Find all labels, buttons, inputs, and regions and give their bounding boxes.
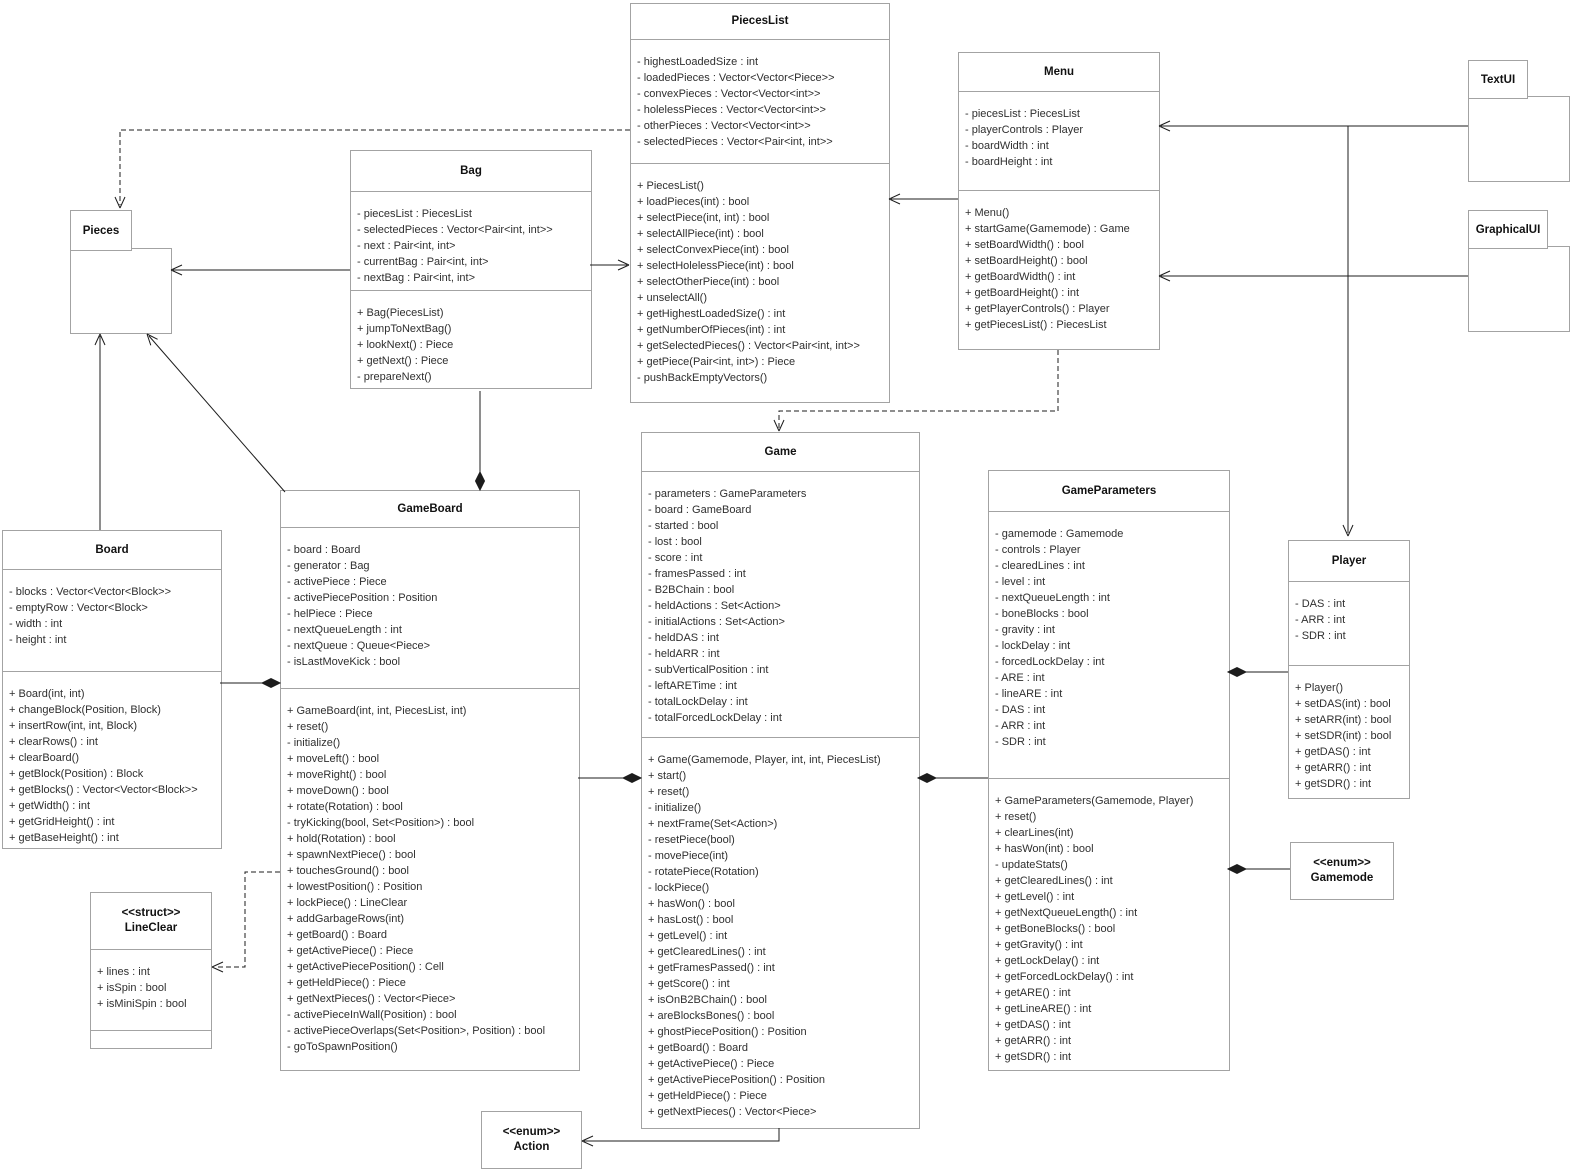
class-member: + clearRows() : int	[9, 736, 98, 748]
class-member: + getGravity() : int	[995, 939, 1083, 951]
class-member: - controls : Player	[995, 544, 1081, 556]
class-member: - playerControls : Player	[965, 124, 1083, 136]
class-member: + getBlock(Position) : Block	[9, 768, 144, 780]
class-member: + loadPieces(int) : bool	[637, 196, 750, 208]
class-methods	[351, 291, 591, 388]
class-attributes	[642, 472, 919, 738]
package-tab-graphicalui	[1468, 210, 1548, 249]
class-member: - lineARE : int	[995, 688, 1063, 700]
class-member: + getBlocks() : Vector<Vector<Block>>	[9, 784, 198, 796]
class-member: + moveRight() : bool	[287, 769, 387, 781]
class-member: + Menu()	[965, 207, 1010, 219]
package-name-label: TextUI	[1480, 73, 1516, 86]
class-member: + getHeldPiece() : Piece	[287, 977, 406, 989]
class-attributes	[3, 570, 221, 672]
class-member: - lost : bool	[648, 536, 702, 548]
class-name-label: Bag	[460, 164, 482, 177]
class-member: + moveDown() : bool	[287, 785, 389, 797]
class-title	[3, 531, 221, 570]
class-member: + selectConvexPiece(int) : bool	[637, 244, 789, 256]
class-member: + Board(int, int)	[9, 688, 85, 700]
composition-game-gameparameters	[918, 774, 988, 783]
class-member: - boneBlocks : bool	[995, 608, 1089, 620]
package-tab-pieces	[70, 210, 132, 251]
class-member: - gravity : int	[995, 624, 1055, 636]
class-member: + reset()	[287, 721, 329, 733]
class-member: - nextBag : Pair<int, int>	[357, 272, 476, 284]
class-methods	[631, 164, 889, 402]
class-player	[1288, 540, 1410, 799]
package-body-pieces	[70, 248, 172, 334]
class-member: - heldARR : int	[648, 648, 720, 660]
class-board	[2, 530, 222, 849]
class-member: + getBoardHeight() : int	[965, 287, 1080, 299]
class-member: + getARE() : int	[995, 987, 1071, 999]
class-gamemode	[1290, 842, 1394, 900]
class-member: - blocks : Vector<Vector<Block>>	[9, 586, 172, 598]
class-member: - parameters : GameParameters	[648, 488, 807, 500]
class-name-label: Action	[513, 1141, 550, 1153]
class-attributes	[959, 92, 1159, 191]
composition-game-gameboard	[578, 774, 641, 783]
class-member: + getDAS() : int	[1295, 746, 1371, 758]
class-member: + unselectAll()	[637, 292, 708, 304]
class-member: + getBoneBlocks() : bool	[995, 923, 1116, 935]
class-member: + getBoardWidth() : int	[965, 271, 1076, 283]
class-member: + getLevel() : int	[995, 891, 1075, 903]
package-tab-textui	[1468, 60, 1528, 99]
class-title	[91, 893, 211, 950]
class-member: + lockPiece() : LineClear	[287, 897, 408, 909]
class-member: + lookNext() : Piece	[357, 339, 454, 351]
class-member: + getARR() : int	[1295, 762, 1372, 774]
class-member: - goToSpawnPosition()	[287, 1041, 398, 1053]
class-stereotype-label: <<enum>>	[1313, 857, 1371, 869]
class-member: + jumpToNextBag()	[357, 323, 452, 335]
class-member: + getClearedLines() : int	[648, 946, 766, 958]
package-name-label: GraphicalUI	[1475, 223, 1541, 236]
class-member: - SDR : int	[1295, 630, 1346, 642]
class-member: - resetPiece(bool)	[648, 834, 735, 846]
class-member: + start()	[648, 770, 687, 782]
class-member: - updateStats()	[995, 859, 1068, 871]
class-member: + selectOtherPiece(int) : bool	[637, 276, 780, 288]
class-member: - activePieceOverlaps(Set<Position>, Position) : bool	[287, 1025, 546, 1037]
class-member: - rotatePiece(Rotation)	[648, 866, 759, 878]
class-attributes	[91, 950, 211, 1031]
class-member: + selectPiece(int, int) : bool	[637, 212, 770, 224]
class-member: - level : int	[995, 576, 1046, 588]
class-member: + getLevel() : int	[648, 930, 728, 942]
class-member: + getARR() : int	[995, 1035, 1072, 1047]
class-member: + getDAS() : int	[995, 1019, 1071, 1031]
package-body-textui	[1468, 96, 1570, 182]
class-title	[631, 4, 889, 40]
class-member: + moveLeft() : bool	[287, 753, 380, 765]
class-member: + getLockDelay() : int	[995, 955, 1100, 967]
class-member: - ARE : int	[995, 672, 1045, 684]
class-member: + reset()	[648, 786, 690, 798]
class-member: - activePiecePosition : Position	[287, 592, 438, 604]
class-member: - loadedPieces : Vector<Vector<Piece>>	[637, 72, 835, 84]
class-member: - totalLockDelay : int	[648, 696, 748, 708]
class-title	[989, 471, 1229, 512]
class-member: + getActivePiecePosition() : Cell	[287, 961, 444, 973]
class-member: + getBaseHeight() : int	[9, 832, 119, 844]
class-member: + getNumberOfPieces(int) : int	[637, 324, 786, 336]
class-gameparameters	[988, 470, 1230, 1071]
composition-gameboard-bag	[476, 391, 485, 490]
class-member: - height : int	[9, 634, 67, 646]
class-member: + getActivePiece() : Piece	[287, 945, 414, 957]
class-member: - board : Board	[287, 544, 361, 556]
class-member: - framesPassed : int	[648, 568, 746, 580]
class-attributes	[989, 512, 1229, 779]
class-member: + reset()	[995, 811, 1037, 823]
class-member: - prepareNext()	[357, 371, 432, 383]
class-title	[281, 491, 579, 528]
class-member: - leftARETime : int	[648, 680, 737, 692]
class-member: + isMiniSpin : bool	[97, 998, 187, 1010]
class-member: + getNextQueueLength() : int	[995, 907, 1138, 919]
class-member: + hasWon(int) : bool	[995, 843, 1094, 855]
class-member: - activePiece : Piece	[287, 576, 387, 588]
class-member: - pushBackEmptyVectors()	[637, 372, 768, 384]
class-member: - lockPiece()	[648, 882, 710, 894]
class-member: + getScore() : int	[648, 978, 730, 990]
class-member: - nextQueueLength : int	[995, 592, 1110, 604]
class-member: - tryKicking(bool, Set<Position>) : bool	[287, 817, 475, 829]
class-member: - currentBag : Pair<int, int>	[357, 256, 489, 268]
class-methods	[1289, 666, 1409, 798]
class-member: + changeBlock(Position, Block)	[9, 704, 161, 716]
class-member: + getActivePiecePosition() : Position	[648, 1074, 826, 1086]
class-member: + getActivePiece() : Piece	[648, 1058, 775, 1070]
composition-gameparameters-gamemode	[1228, 865, 1290, 874]
class-member: + lines : int	[97, 966, 150, 978]
association-bag-to-pieceslist	[590, 260, 629, 270]
class-member: - initialActions : Set<Action>	[648, 616, 785, 628]
class-member: - started : bool	[648, 520, 719, 532]
association-menu-to-pieceslist	[889, 194, 958, 204]
class-methods	[91, 1031, 211, 1048]
class-member: + areBlocksBones() : bool	[648, 1010, 775, 1022]
class-member: + hold(Rotation) : bool	[287, 833, 396, 845]
class-member: - gamemode : Gamemode	[995, 528, 1124, 540]
class-member: + ghostPiecePosition() : Position	[648, 1026, 807, 1038]
class-name-label: GameParameters	[1061, 484, 1157, 497]
class-member: + setBoardWidth() : bool	[965, 239, 1084, 251]
class-name-label: Player	[1331, 554, 1367, 567]
class-member: + Game(Gamemode, Player, int, int, PiecesList)	[648, 754, 881, 766]
association-game-to-action	[582, 1128, 779, 1146]
class-game	[641, 432, 920, 1129]
class-methods	[3, 672, 221, 848]
class-member: + hasLost() : bool	[648, 914, 734, 926]
class-member: + GameBoard(int, int, PiecesList, int)	[287, 705, 467, 717]
class-member: - piecesList : PiecesList	[965, 108, 1080, 120]
class-member: - helPiece : Piece	[287, 608, 373, 620]
class-member: + setBoardHeight() : bool	[965, 255, 1088, 267]
class-member: - next : Pair<int, int>	[357, 240, 456, 252]
class-member: + rotate(Rotation) : bool	[287, 801, 403, 813]
class-member: + getWidth() : int	[9, 800, 91, 812]
class-member: + getClearedLines() : int	[995, 875, 1113, 887]
class-member: + Bag(PiecesList)	[357, 307, 444, 319]
class-member: + selectAllPiece(int) : bool	[637, 228, 764, 240]
class-member: - boardHeight : int	[965, 156, 1053, 168]
association-graphicalui-to-menu	[1159, 271, 1468, 281]
class-attributes	[1289, 582, 1409, 666]
class-member: + insertRow(int, int, Block)	[9, 720, 138, 732]
class-member: + getBoard() : Board	[648, 1042, 748, 1054]
package-name-label: Pieces	[82, 224, 120, 237]
class-methods	[281, 689, 579, 1070]
class-member: + nextFrame(Set<Action>)	[648, 818, 778, 830]
class-stereotype-label: <<struct>>	[121, 907, 181, 919]
class-member: - board : GameBoard	[648, 504, 752, 516]
class-member: - selectedPieces : Vector<Pair<int, int>>	[357, 224, 553, 236]
association-gameboard-to-pieces	[147, 334, 285, 492]
class-name-label: Gamemode	[1310, 872, 1374, 884]
class-title	[482, 1112, 581, 1168]
class-member: + getHighestLoadedSize() : int	[637, 308, 786, 320]
composition-gameparameters-player	[1228, 668, 1288, 677]
class-member: - highestLoadedSize : int	[637, 56, 759, 68]
class-member: + setDAS(int) : bool	[1295, 698, 1391, 710]
class-member: + isSpin : bool	[97, 982, 167, 994]
class-member: + addGarbageRows(int)	[287, 913, 405, 925]
class-member: - heldDAS : int	[648, 632, 719, 644]
class-member: + hasWon() : bool	[648, 898, 735, 910]
class-member: + clearBoard()	[9, 752, 80, 764]
association-menu-to-player	[1343, 126, 1353, 536]
class-member: + getSelectedPieces() : Vector<Pair<int, int>>	[637, 340, 860, 352]
class-member: - SDR : int	[995, 736, 1046, 748]
class-member: + GameParameters(Gamemode, Player)	[995, 795, 1194, 807]
class-member: + getPiecesList() : PiecesList	[965, 319, 1107, 331]
class-member: - width : int	[9, 618, 63, 630]
class-member: - clearedLines : int	[995, 560, 1085, 572]
class-name-label: PiecesList	[731, 15, 789, 27]
composition-gameboard-board	[220, 679, 280, 688]
class-member: + getHeldPiece() : Piece	[648, 1090, 767, 1102]
class-member: + getNext() : Piece	[357, 355, 449, 367]
class-member: + spawnNextPiece() : bool	[287, 849, 416, 861]
class-member: + getForcedLockDelay() : int	[995, 971, 1134, 983]
class-member: - activePieceInWall(Position) : bool	[287, 1009, 457, 1021]
class-attributes	[351, 192, 591, 291]
class-member: - holelessPieces : Vector<Vector<int>>	[637, 104, 826, 116]
class-member: + getNextPieces() : Vector<Piece>	[648, 1106, 817, 1118]
class-member: - nextQueueLength : int	[287, 624, 402, 636]
class-member: + getGridHeight() : int	[9, 816, 115, 828]
class-name-label: Menu	[1043, 65, 1075, 78]
class-action	[481, 1111, 582, 1169]
class-member: + getSDR() : int	[995, 1051, 1072, 1063]
class-attributes	[281, 528, 579, 689]
class-member: - DAS : int	[995, 704, 1046, 716]
class-member: - B2BChain : bool	[648, 584, 735, 596]
class-lineclear	[90, 892, 212, 1049]
class-pieceslist	[630, 3, 890, 403]
class-title	[1291, 843, 1393, 899]
class-member: - ARR : int	[995, 720, 1046, 732]
class-member: - convexPieces : Vector<Vector<int>>	[637, 88, 821, 100]
class-member: + startGame(Gamemode) : Game	[965, 223, 1130, 235]
class-member: + touchesGround() : bool	[287, 865, 409, 877]
class-member: - initialize()	[648, 802, 702, 814]
class-member: + getLineARE() : int	[995, 1003, 1092, 1015]
class-member: + setSDR(int) : bool	[1295, 730, 1392, 742]
association-bag-to-pieces	[171, 265, 350, 275]
class-member: - isLastMoveKick : bool	[287, 656, 401, 668]
class-title	[642, 433, 919, 472]
association-textui-to-menu	[1159, 121, 1468, 131]
class-member: + getNextPieces() : Vector<Piece>	[287, 993, 456, 1005]
class-title	[351, 151, 591, 192]
class-member: + getFramesPassed() : int	[648, 962, 775, 974]
class-member: + getPlayerControls() : Player	[965, 303, 1110, 315]
class-member: + getBoard() : Board	[287, 929, 387, 941]
class-member: + clearLines(int)	[995, 827, 1074, 839]
class-name-label: Board	[95, 543, 129, 556]
class-title	[1289, 541, 1409, 582]
class-member: - totalForcedLockDelay : int	[648, 712, 782, 724]
package-body-graphicalui	[1468, 246, 1570, 332]
class-member: + selectHolelessPiece(int) : bool	[637, 260, 794, 272]
class-member: - otherPieces : Vector<Vector<int>>	[637, 120, 811, 132]
class-gameboard	[280, 490, 580, 1071]
class-member: + Player()	[1295, 682, 1343, 694]
class-name-label: Game	[764, 445, 797, 458]
dependency-gameboard-to-lineclear	[212, 872, 280, 972]
class-member: - boardWidth : int	[965, 140, 1049, 152]
class-member: - nextQueue : Queue<Piece>	[287, 640, 431, 652]
class-member: - initialize()	[287, 737, 341, 749]
class-member: - lockDelay : int	[995, 640, 1071, 652]
class-member: - DAS : int	[1295, 598, 1346, 610]
class-member: + PiecesList()	[637, 180, 704, 192]
class-member: + lowestPosition() : Position	[287, 881, 423, 893]
class-attributes	[631, 40, 889, 164]
class-member: - ARR : int	[1295, 614, 1346, 626]
class-methods	[642, 738, 919, 1128]
class-member: + getSDR() : int	[1295, 778, 1372, 790]
class-member: - subVerticalPosition : int	[648, 664, 769, 676]
class-member: - selectedPieces : Vector<Pair<int, int>>	[637, 136, 833, 148]
class-name-label: GameBoard	[397, 502, 463, 515]
class-member: - heldActions : Set<Action>	[648, 600, 781, 612]
class-methods	[959, 191, 1159, 349]
class-member: - forcedLockDelay : int	[995, 656, 1105, 668]
class-menu	[958, 52, 1160, 350]
class-title	[959, 53, 1159, 92]
class-member: + isOnB2BChain() : bool	[648, 994, 767, 1006]
association-board-to-pieces	[95, 334, 105, 530]
class-methods	[989, 779, 1229, 1070]
class-member: - emptyRow : Vector<Block>	[9, 602, 148, 614]
class-stereotype-label: <<enum>>	[502, 1126, 561, 1138]
class-member: - movePiece(int)	[648, 850, 729, 862]
class-name-label: LineClear	[124, 922, 178, 934]
class-member: + getPiece(Pair<int, int>) : Piece	[637, 356, 796, 368]
class-member: - score : int	[648, 552, 703, 564]
class-bag	[350, 150, 592, 389]
class-member: - generator : Bag	[287, 560, 370, 572]
class-member: + setARR(int) : bool	[1295, 714, 1392, 726]
class-member: - piecesList : PiecesList	[357, 208, 472, 220]
